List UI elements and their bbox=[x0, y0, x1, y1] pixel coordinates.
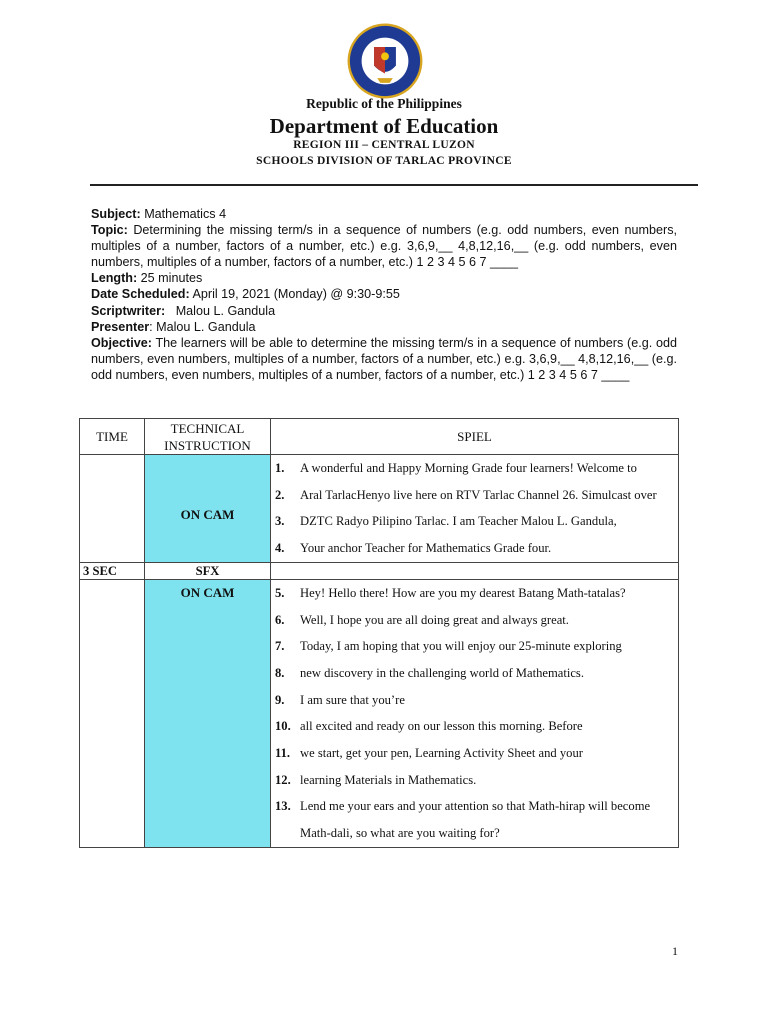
scriptwriter-value: Malou L. Gandula bbox=[175, 303, 276, 318]
subject-value: Mathematics 4 bbox=[144, 207, 227, 221]
spiel-line bbox=[271, 713, 678, 740]
line-number: 6. bbox=[275, 612, 285, 627]
line-text: I am sure that you’re bbox=[300, 692, 405, 707]
length-line bbox=[91, 270, 677, 286]
header-divider bbox=[90, 184, 698, 186]
topic-line bbox=[91, 222, 677, 270]
spiel-list bbox=[271, 455, 678, 562]
line-number: 3. bbox=[275, 514, 285, 529]
objective-value: The learners will be able to determine the missing term/s in a sequence of numbers (e.g. odd numbers, even numbers, multiples of a number, factors of a number, etc.) e.g. 3,6,9,__ 4,8,12,16,__ (e.g. odd numbers, even numbers, multiples of a number, factors of a number, etc.) 1 2 3 4 5 6 7 ____ bbox=[91, 335, 677, 382]
scriptwriter-line bbox=[91, 303, 677, 319]
line-text: Well, I hope you are all doing great and always great. bbox=[300, 612, 569, 627]
technical-cell bbox=[145, 579, 271, 847]
topic-label: Topic: bbox=[91, 223, 128, 238]
scriptwriter-label: Scriptwriter: bbox=[91, 303, 166, 318]
deped-seal-logo bbox=[346, 22, 424, 100]
line-number: 9. bbox=[275, 692, 285, 707]
date-value: April 19, 2021 (Monday) @ 9:30-9:55 bbox=[192, 287, 400, 302]
topic-value: Determining the missing term/s in a sequence of numbers (e.g. odd numbers, even numbers, multiples of a number, factors of a number, etc.) e.g. 3,6,9,__ 4,8,12,16,__ (e.g. odd numbers, even numbers, multiples of a number, factors of a number, etc.) 1 2 3 4 5 6 7 ____ bbox=[91, 223, 678, 270]
line-number: 4. bbox=[275, 541, 285, 556]
presenter-label: Presenter bbox=[91, 319, 150, 334]
line-text: learning Materials in Mathematics. bbox=[300, 772, 477, 787]
date-line bbox=[91, 286, 677, 302]
spiel-header: SPIEL bbox=[271, 419, 679, 455]
time-cell bbox=[80, 579, 145, 847]
region-heading: REGION III – CENTRAL LUZON bbox=[293, 139, 475, 151]
line-number: 2. bbox=[275, 487, 285, 502]
presenter-line bbox=[91, 319, 677, 335]
line-text: all excited and ready on our lesson this morning. Before bbox=[300, 719, 583, 734]
spiel-line bbox=[271, 455, 678, 482]
spiel-line bbox=[271, 633, 678, 660]
line-number: 13. bbox=[275, 799, 291, 814]
republic-heading: Republic of the Philippines bbox=[306, 96, 462, 111]
line-number: 8. bbox=[275, 665, 285, 680]
line-text: Today, I am hoping that you will enjoy our 25-minute exploring bbox=[300, 639, 622, 654]
line-text: Lend me your ears and your attention so that Math-hirap will become Math-dali, so what are you waiting for? bbox=[300, 799, 651, 841]
line-number: 5. bbox=[275, 585, 285, 600]
table-row bbox=[80, 455, 679, 563]
time-cell bbox=[80, 455, 145, 563]
line-text: Aral TarlacHenyo live here on RTV Tarlac Channel 26. Simulcast over bbox=[300, 487, 657, 502]
subject-label: Subject: bbox=[91, 207, 141, 221]
spiel-line bbox=[271, 793, 678, 846]
technical-cell bbox=[145, 455, 271, 563]
line-text: DZTC Radyo Pilipino Tarlac. I am Teacher Malou L. Gandula, bbox=[300, 514, 617, 529]
time-header: TIME bbox=[80, 419, 145, 455]
table-header-row bbox=[80, 419, 679, 455]
date-label: Date Scheduled: bbox=[91, 287, 190, 302]
script-table bbox=[79, 418, 679, 848]
line-text: A wonderful and Happy Morning Grade four learners! Welcome to bbox=[300, 461, 637, 475]
table-row bbox=[80, 579, 679, 847]
technical-instruction: ON CAM bbox=[180, 584, 235, 600]
objective-label: Objective: bbox=[91, 335, 152, 350]
subject-line bbox=[91, 206, 677, 222]
line-text: Your anchor Teacher for Mathematics Grade four. bbox=[300, 541, 552, 556]
technical-instruction: ON CAM bbox=[180, 507, 235, 522]
page-number: 1 bbox=[672, 944, 678, 958]
spiel-cell bbox=[271, 579, 679, 847]
spiel-line bbox=[271, 740, 678, 767]
spiel-cell bbox=[271, 455, 679, 563]
spiel-list bbox=[271, 580, 678, 847]
table-row bbox=[80, 562, 679, 579]
spiel-line bbox=[271, 660, 678, 687]
line-number: 12. bbox=[275, 772, 291, 787]
technical-instruction-header: TECHNICAL INSTRUCTION bbox=[145, 419, 271, 455]
length-label: Length: bbox=[91, 271, 138, 286]
technical-instruction: SFX bbox=[145, 562, 271, 579]
line-number: 1. bbox=[275, 461, 285, 475]
spiel-cell bbox=[271, 562, 679, 579]
spiel-line bbox=[271, 607, 678, 634]
lesson-info bbox=[91, 206, 677, 383]
line-text: new discovery in the challenging world of Mathematics. bbox=[300, 665, 584, 680]
presenter-value: : Malou L. Gandula bbox=[149, 319, 256, 334]
length-value: 25 minutes bbox=[140, 271, 203, 286]
spiel-line bbox=[271, 580, 678, 607]
time-cell: 3 SEC bbox=[80, 562, 145, 579]
division-heading: SCHOOLS DIVISION OF TARLAC PROVINCE bbox=[256, 155, 512, 167]
spiel-line bbox=[271, 535, 678, 562]
department-title: Department of Education bbox=[269, 114, 499, 138]
spiel-line bbox=[271, 767, 678, 794]
objective-line bbox=[91, 335, 677, 383]
line-text: we start, get your pen, Learning Activity Sheet and your bbox=[300, 746, 583, 761]
spiel-line bbox=[271, 687, 678, 714]
line-number: 10. bbox=[275, 719, 291, 734]
spiel-line bbox=[271, 508, 678, 535]
line-text: Hey! Hello there! How are you my dearest Batang Math-tatalas? bbox=[300, 585, 626, 600]
spiel-line bbox=[271, 482, 678, 509]
line-number: 11. bbox=[275, 746, 291, 761]
line-number: 7. bbox=[275, 639, 285, 654]
